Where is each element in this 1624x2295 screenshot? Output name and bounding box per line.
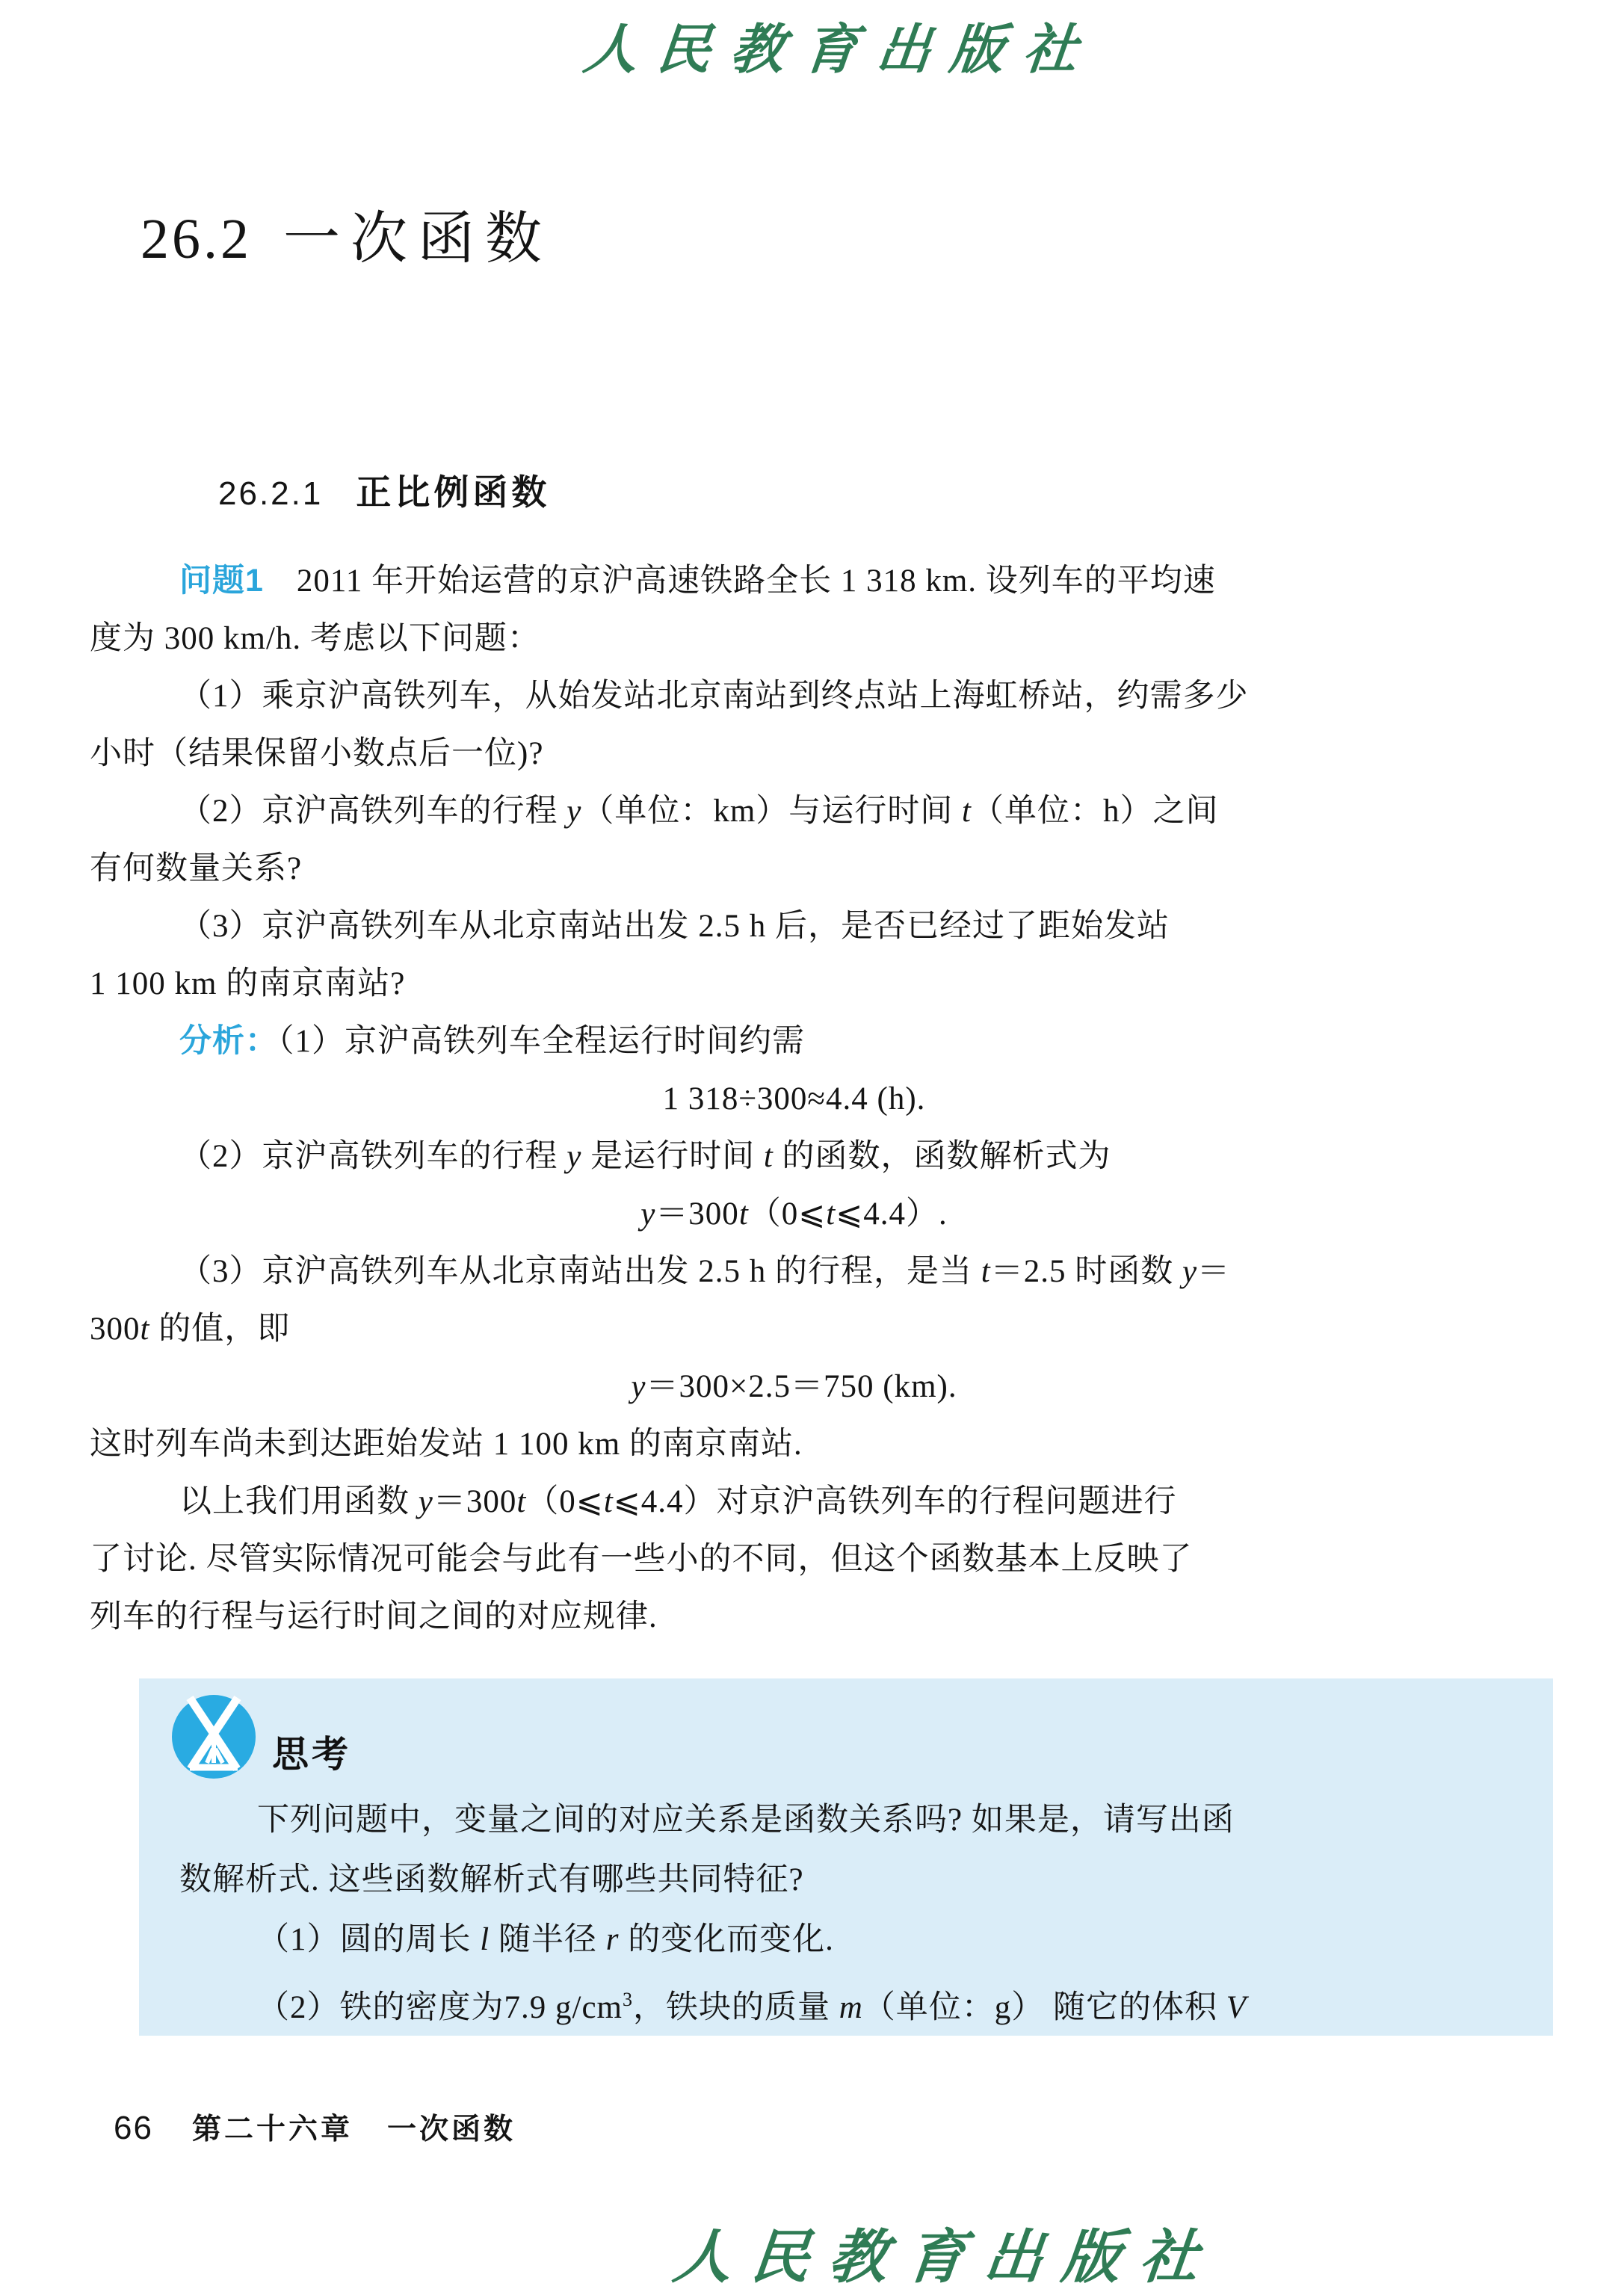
body-text [90, 552, 1498, 1646]
text-line: 1 100 km 的南京南站? [90, 966, 406, 1001]
text-line: （2）京沪高铁列车的行程 y（单位：km）与运行时间 t（单位：h）之间 [179, 794, 1219, 829]
publisher-logo-top: 人民教育出版社 [580, 17, 1100, 81]
text-line: （1）乘京沪高铁列车，从始发站北京南站到终点站上海虹桥站，约需多少 [179, 679, 1249, 714]
text-line: 有何数量关系? [90, 851, 303, 886]
text-line: （2）铁的密度为7.9 $g/cm^3$，铁块的质量 m（单位：g） 随它的体积 V [257, 1989, 1247, 2025]
footer-chapter-label: 第二十六章 [191, 2113, 353, 2146]
page-footer [114, 2106, 516, 2148]
chapter-title [141, 193, 552, 274]
text-line: 1 318÷300≈4.4 (h). [662, 1081, 926, 1116]
text-line: 了讨论. 尽管实际情况可能会与此有一些小的不同，但这个函数基本上反映了 [90, 1542, 1193, 1577]
text-line: 300t 的值，即 [90, 1312, 291, 1347]
page-number: 66 [114, 2110, 153, 2146]
text-line: （1）圆的周长 l 随半径 r 的变化而变化. [257, 1922, 834, 1957]
think-box-title: 思考 [272, 1735, 352, 1775]
text-line: 小时（结果保留小数点后一位)? [90, 736, 544, 771]
think-box-text [139, 1791, 1553, 2030]
text-line: （3）京沪高铁列车从北京南站出发 2.5 h 的行程，是当 t＝2.5 时函数 y＝ [179, 1254, 1231, 1289]
footer-section-label: 一次函数 [386, 2113, 516, 2146]
think-box [139, 1678, 1553, 2036]
hourglass-icon [172, 1695, 256, 1779]
publisher-logo-bottom: 人民教育出版社 [670, 2223, 1222, 2291]
text-line: 数解析式. 这些函数解析式有哪些共同特征? [179, 1862, 804, 1897]
text-line: （2）京沪高铁列车的行程 y 是运行时间 t 的函数，函数解析式为 [179, 1139, 1111, 1174]
text-line: 这时列车尚未到达距始发站 1 100 km 的南京南站. [90, 1427, 803, 1462]
text-line: 度为 300 km/h. 考虑以下问题： [90, 621, 540, 656]
text-line: 问题1 2011 年开始运营的京沪高速铁路全长 1 318 km. 设列车的平均速 [179, 563, 1216, 599]
text-line: 下列问题中，变量之间的对应关系是函数关系吗? 如果是，请写出函 [257, 1803, 1235, 1838]
text-line: 列车的行程与运行时间之间的对应规律. [90, 1599, 658, 1634]
text-line: y＝300t（0⩽t⩽4.4）. [640, 1196, 948, 1232]
text-line: （3）京沪高铁列车从北京南站出发 2.5 h 后，是否已经过了距始发站 [179, 909, 1170, 944]
think-box-header [172, 1695, 351, 1779]
section-title [218, 465, 550, 515]
text-line: 分析：（1）京沪高铁列车全程运行时间约需 [179, 1023, 805, 1059]
chapter-number: 26.2 [141, 208, 252, 271]
section-number: 26.2.1 [218, 475, 324, 512]
text-line: y＝300×2.5＝750 (km). [631, 1369, 957, 1404]
section-name: 正比例函数 [356, 472, 551, 512]
chapter-name: 一次函数 [283, 208, 552, 271]
text-line: 以上我们用函数 y＝300t（0⩽t⩽4.4）对京沪高铁列车的行程问题进行 [179, 1484, 1177, 1519]
